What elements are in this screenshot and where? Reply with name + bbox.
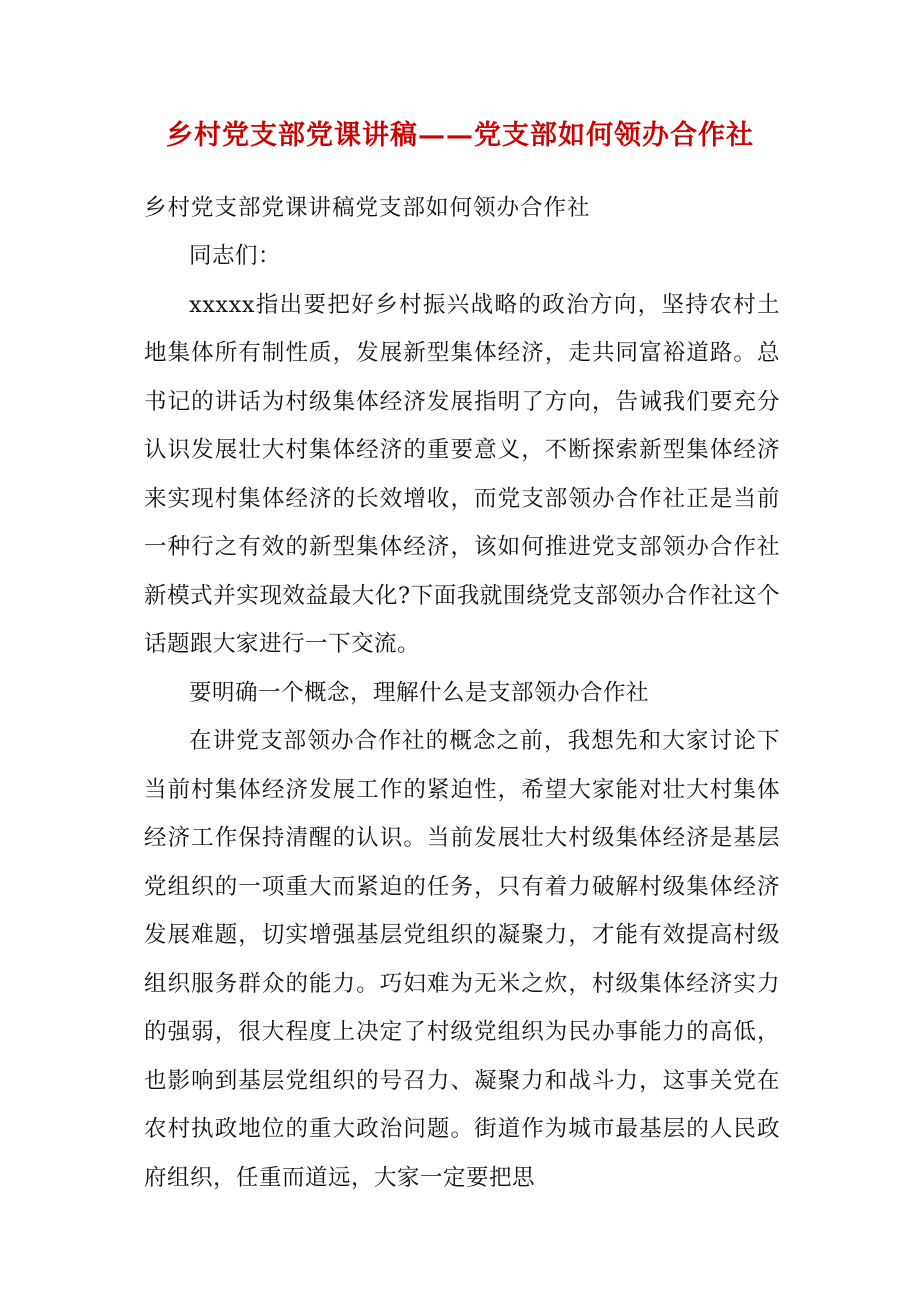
document-body xyxy=(144,184,780,1202)
paragraph-intro: xxxxx指出要把好乡村振兴战略的政治方向，坚持农村土地集体所有制性质，发展新型集体经济，走共同富裕道路。总书记的讲话为村级集体经济发展指明了方向，告诫我们要充分认识发展壮大村集体经济的重要意义，不断探索新型集体经济来实现村集体经济的长效增收，而党支部领办合作社正是当前一种行之有效的新型集体经济，该如何推进党支部领办合作社新模式并实现效益最大化?下面我就围绕党支部领办合作社这个话题跟大家进行一下交流。 xyxy=(144,291,780,657)
paragraph-body: 在讲党支部领办合作社的概念之前，我想先和大家讨论下当前村集体经济发展工作的紧迫性，希望大家能对壮大村集体经济工作保持清醒的认识。当前发展壮大村级集体经济是基层党组织的一项重大而紧迫的任务，只有着力破解村级集体经济发展难题，切实增强基层党组织的凝聚力，才能有效提高村级组织服务群众的能力。巧妇难为无米之炊，村级集体经济实力的强弱，很大程度上决定了村级党组织为民办事能力的高低，也影响到基层党组织的号召力、凝聚力和战斗力，这事关党在农村执政地位的重大政治问题。街道作为城市最基层的人民政府组织，任重而道远，大家一定要把思 xyxy=(144,728,780,1191)
paragraph-greeting: 同志们： xyxy=(189,243,282,269)
paragraph-heading: 要明确一个概念，理解什么是支部领办合作社 xyxy=(189,679,650,706)
document-subtitle: 乡村党支部党课讲稿党支部如何领办合作社 xyxy=(144,195,591,221)
document-title: 乡村党支部党课讲稿——党支部如何领办合作社 xyxy=(166,120,754,151)
